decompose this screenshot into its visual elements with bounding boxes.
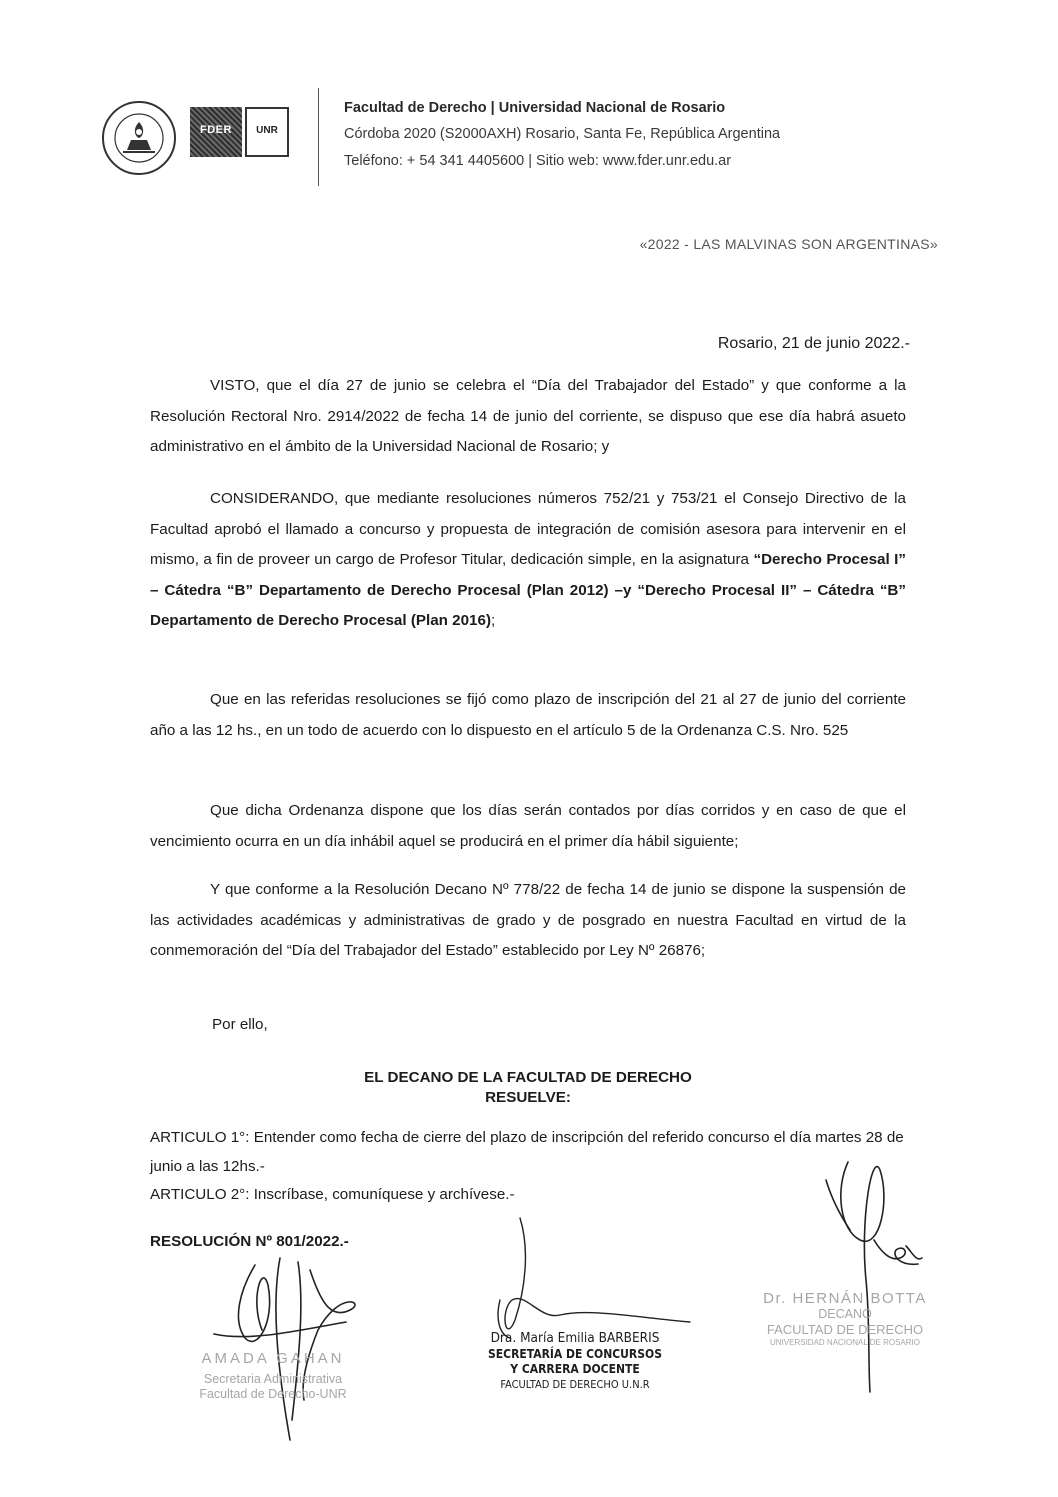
signer-right-faculty: FACULTAD DE DERECHO	[766, 1322, 924, 1337]
signer-right-title: DECANO	[818, 1307, 872, 1321]
signer-middle-title-1: SECRETARÍA DE CONCURSOS	[488, 1347, 662, 1361]
header-institution: Facultad de Derecho | Universidad Nacional de Rosario	[344, 100, 726, 116]
articles	[150, 1124, 920, 1210]
signer-middle-title-2: Y CARRERA DOCENTE	[510, 1362, 640, 1376]
signature-middle-scribble	[498, 1218, 690, 1338]
paragraph-considerando	[150, 484, 906, 637]
considerando-text	[150, 484, 906, 637]
signature-right	[740, 1290, 950, 1348]
que1-text: Que en las referidas resoluciones se fijó como plazo de inscripción del 21 al 27 de junio del corriente año a las 12 hs., en un todo de acuerdo con lo dispuesto en el artículo 5 de la Ordenanza C.S. Nro. 525	[150, 691, 906, 739]
fder-logo	[190, 107, 242, 157]
paragraph-que-3	[150, 875, 906, 967]
header-address: Córdoba 2020 (S2000AXH) Rosario, Santa Fe, República Argentina	[344, 126, 781, 142]
signer-middle-faculty: FACULTAD DE DERECHO U.N.R	[500, 1378, 650, 1391]
resolution-number: RESOLUCIÓN Nº 801/2022.-	[150, 1233, 349, 1250]
signer-left-name: AMADA GAHAN	[201, 1350, 345, 1367]
que3-text: Y que conforme a la Resolución Decano Nº 778/22 de fecha 14 de junio se dispone la suspensión de las actividades académicas y administrativas de grado y de posgrado en nuestra Facultad en virtud de la conmemoración del “Día del Trabajador del Estado” establecido por Ley Nº 26876;	[150, 881, 906, 959]
document-date: Rosario, 21 de junio 2022.-	[717, 335, 910, 352]
paragraph-visto	[150, 371, 906, 463]
unr-logo	[245, 107, 289, 157]
signature-middle	[470, 1330, 680, 1392]
signer-middle-name: Dra. María Emilia BARBERIS	[490, 1330, 660, 1346]
university-seal	[101, 100, 177, 176]
por-ello: Por ello,	[212, 1016, 268, 1033]
header-divider	[318, 88, 319, 186]
header-contact: Teléfono: + 54 341 4405600 | Sitio web: www.fder.unr.edu.ar	[344, 153, 732, 169]
article-1: ARTICULO 1°: Entender como fecha de cierre del plazo de inscripción del referido concurso el día martes 28 de junio a las 12hs.-	[150, 1129, 904, 1175]
que2-text: Que dicha Ordenanza dispone que los días serán contados por días corridos y en caso de que el vencimiento ocurra en un día inhábil aquel se producirá en el primer día hábil siguiente;	[150, 802, 906, 850]
motto: «2022 - LAS MALVINAS SON ARGENTINAS»	[639, 236, 938, 252]
signer-right-name: Dr. HERNÁN BOTTA	[763, 1290, 927, 1307]
signer-right-university: UNIVERSIDAD NACIONAL DE ROSARIO	[770, 1338, 920, 1347]
unr-logo-text: UNR	[256, 125, 278, 136]
considerando-subject: “Derecho Procesal I” – Cátedra “B” Departamento de Derecho Procesal (Plan 2012) –y “Derecho Procesal II” – Cátedra “B” Departamento de Derecho Procesal (Plan 2016)	[150, 551, 906, 629]
fder-logo-text: FDER	[200, 124, 232, 136]
visto-text: VISTO, que el día 27 de junio se celebra el “Día del Trabajador del Estado” y que conforme a la Resolución Rectoral Nro. 2914/2022 de fecha 14 de junio del corriente, se dispuso que ese día habrá asueto administrativo en el ámbito de la Universidad Nacional de Rosario; y	[150, 377, 906, 455]
signer-left-faculty: Facultad de Derecho-UNR	[199, 1387, 347, 1401]
signature-left	[178, 1350, 368, 1402]
signature-left-scribble	[214, 1258, 355, 1440]
heading-dean: EL DECANO DE LA FACULTAD DE DERECHO	[364, 1069, 692, 1086]
paragraph-que-2	[150, 796, 906, 857]
paragraph-que-1	[150, 685, 906, 746]
seal-icon	[101, 100, 177, 176]
resolution-heading	[150, 1068, 906, 1108]
considerando-text-a: CONSIDERANDO, que mediante resoluciones números 752/21 y 753/21 el Consejo Directivo de la Facultad aprobó el llamado a concurso y propuesta de integración de comisión asesora para intervenir en el mismo, a fin de proveer un cargo de Profesor Titular, dedicación simple, en la asignatura	[150, 490, 906, 568]
signer-left-title: Secretaria Administrativa	[203, 1372, 343, 1386]
considerando-text-c: ;	[491, 612, 496, 629]
heading-resuelve: RESUELVE:	[485, 1089, 571, 1106]
article-2: ARTICULO 2°: Inscríbase, comuníquese y archívese.-	[150, 1186, 515, 1203]
